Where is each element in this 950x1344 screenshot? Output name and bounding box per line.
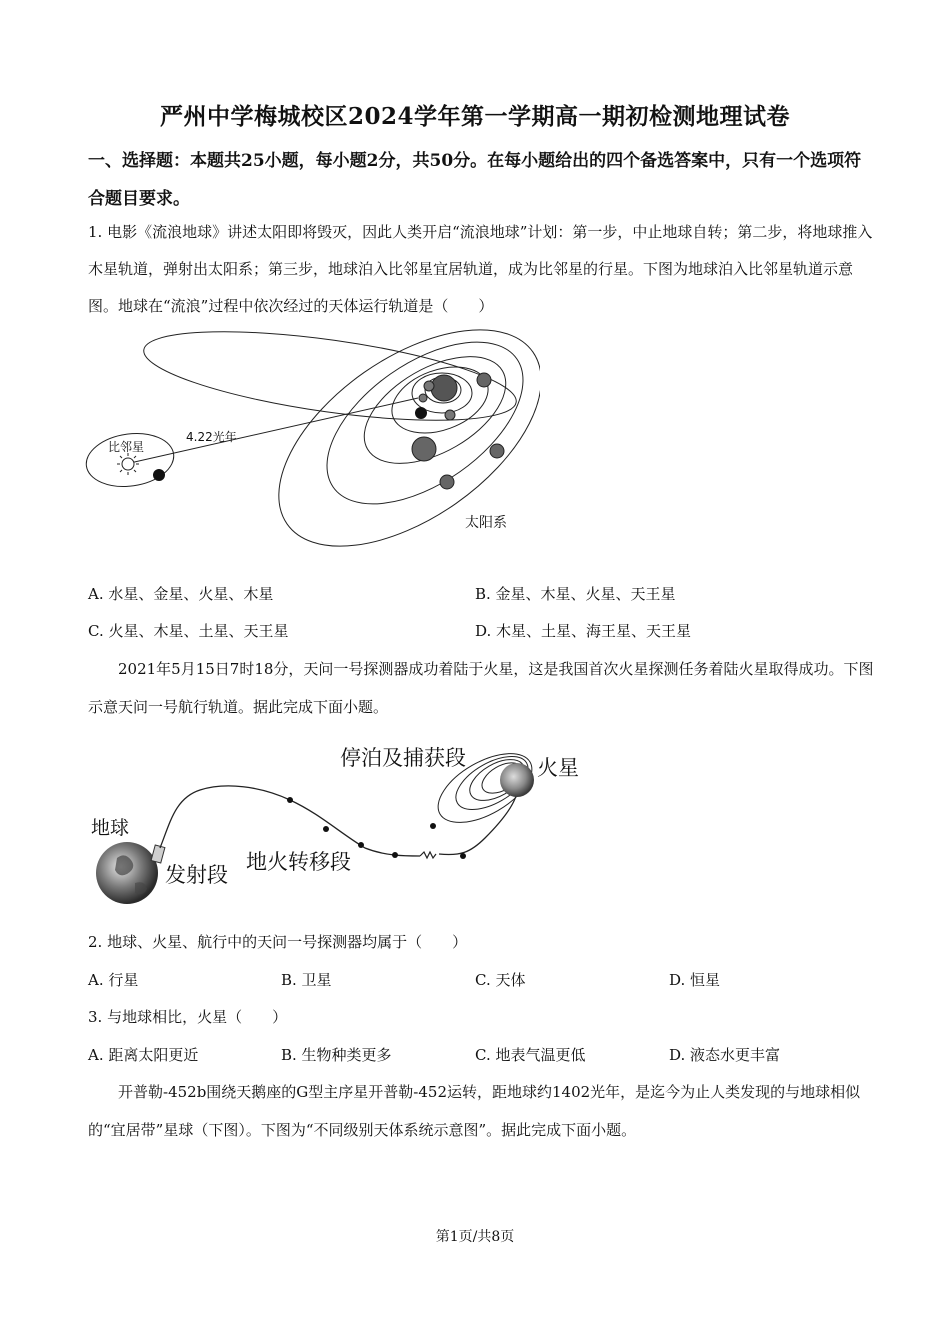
sun — [431, 375, 457, 401]
q3-option-b: B. 生物种类更多 — [281, 1046, 392, 1064]
solar-system-label: 太阳系 — [465, 515, 507, 531]
q1-option-a: A. 水星、金星、火星、木星 — [88, 585, 274, 603]
transfer-label: 地火转移段 — [246, 850, 351, 874]
q2-option-d: D. 恒星 — [669, 971, 721, 989]
q3-option-c: C. 地表气温更低 — [475, 1046, 586, 1064]
question-2-stem: 2. 地球、火星、航行中的天问一号探测器均属于（ ） — [88, 933, 468, 951]
proxima-label: 比邻星 — [108, 440, 145, 454]
capture-label: 停泊及捕获段 — [340, 746, 466, 770]
proxima-orbit-diagram — [80, 328, 540, 548]
proxima-star-icon — [117, 453, 139, 475]
earth-dot — [153, 469, 165, 481]
exam-title: 严州中学梅城校区2024学年第一学期高一期初检测地理试卷 — [159, 103, 790, 130]
distance-label: 4.22光年 — [186, 430, 237, 444]
mars-label: 火星 — [537, 756, 579, 780]
tianwen-trajectory-diagram — [85, 738, 605, 908]
section-heading: 一、选择题：本题共25小题，每小题2分，共50分。在每小题给出的四个备选答案中，只有一个选项符合题目要求。 — [88, 151, 862, 209]
page-footer: 第1页/共8页 — [435, 1229, 515, 1245]
q1-option-d: D. 木星、土星、海王星、天王星 — [475, 622, 692, 640]
question-3-stem: 3. 与地球相比，火星（ ） — [88, 1008, 288, 1026]
q1-option-c: C. 火星、木星、土星、天王星 — [88, 622, 289, 640]
question-1-stem: 1. 电影《流浪地球》讲述太阳即将毁灭，因此人类开启“流浪地球”计划：第一步，中止地球自转；第二步，将地球推入木星轨道，弹射出太阳系；第三步，地球泊入比邻星宜居轨道，成为比邻星的行星。下图为地球泊入比邻星轨道示意图。地球在“流浪”过程中依次经过的天体运行轨道是（ ） — [88, 223, 873, 315]
q2-option-c: C. 天体 — [475, 971, 526, 989]
mars-globe — [500, 763, 534, 797]
q3-option-d: D. 液态水更丰富 — [669, 1046, 781, 1064]
launch-label: 发射段 — [165, 863, 228, 887]
q1-option-b: B. 金星、木星、火星、天王星 — [475, 585, 676, 603]
probe-icon — [151, 845, 165, 863]
q2-option-a: A. 行星 — [88, 971, 139, 989]
q2-option-b: B. 卫星 — [281, 971, 332, 989]
q3-option-a: A. 距离太阳更近 — [88, 1046, 199, 1064]
passage-kepler: 开普勒-452b围绕天鹅座的G型主序星开普勒-452运转，距地球约1402光年，是迄今为止人类发现的与地球相似的“宜居带”星球（下图）。下图为“不同级别天体系统示意图”。据此完成下面小题。 — [88, 1083, 861, 1139]
passage-tianwen: 2021年5月15日7时18分，天问一号探测器成功着陆于火星，这是我国首次火星探测任务着陆火星取得成功。下图示意天问一号航行轨道。据此完成下面小题。 — [88, 660, 874, 716]
earth-label: 地球 — [91, 817, 130, 839]
